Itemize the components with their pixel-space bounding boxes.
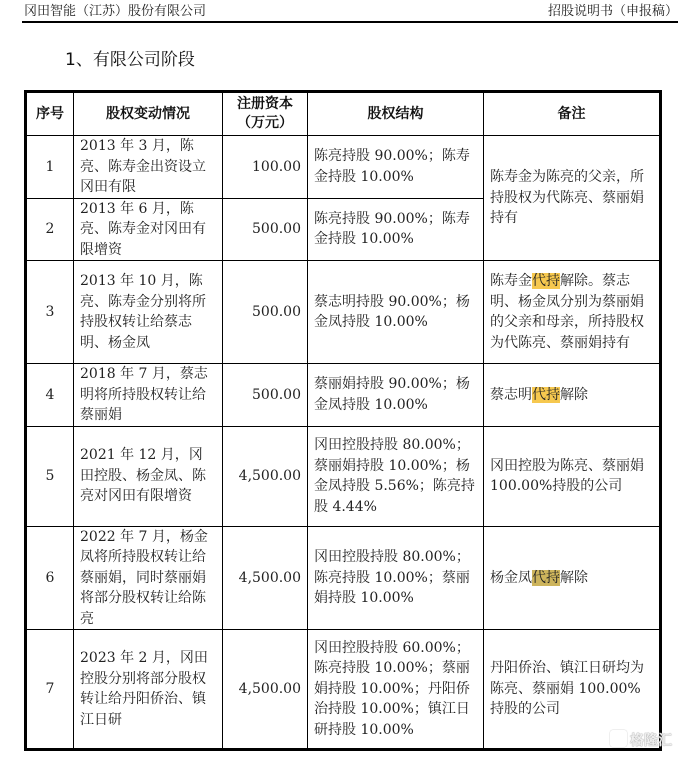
column-header-seq: 序号 xyxy=(26,92,74,136)
note-text: 杨金凤 xyxy=(490,569,532,586)
cell-note: 丹阳侨治、镇江日研均为陈亮、蔡丽娟 100.00%持股的公司 xyxy=(484,630,661,750)
search-highlight: 代持 xyxy=(532,273,560,289)
cell-capital: 4,500.00 xyxy=(223,526,308,630)
cell-change: 2018 年 7 月，蔡志明将所持股权转让给蔡丽娟 xyxy=(74,364,223,427)
note-text: 蔡志明 xyxy=(490,386,532,403)
search-highlight-current: 代持 xyxy=(532,569,560,586)
page-header xyxy=(22,2,678,23)
cell-change: 2013 年 6 月，陈亮、陈寿金对冈田有限增资 xyxy=(74,198,223,261)
cell-seq: 2 xyxy=(26,198,74,261)
note-text: 解除。蔡志明、杨金凤分别为蔡丽娟的父亲和母亲，所持股权为代陈亮、蔡丽娟持有 xyxy=(490,273,644,351)
cell-structure: 蔡丽娟持股 90.00%；杨金凤持股 10.00% xyxy=(308,364,484,427)
equity-history-table xyxy=(24,90,662,751)
note-text: 解除 xyxy=(560,569,588,586)
cell-seq: 1 xyxy=(26,136,74,199)
table-row xyxy=(26,136,661,199)
watermark xyxy=(610,730,672,750)
table-header-row xyxy=(26,92,661,136)
cell-structure: 蔡志明持股 90.00%；杨金凤持股 10.00% xyxy=(308,261,484,364)
cell-structure: 陈亮持股 90.00%；陈寿金持股 10.00% xyxy=(308,198,484,261)
cell-seq: 3 xyxy=(26,261,74,364)
table-row xyxy=(26,261,661,364)
cell-capital: 500.00 xyxy=(223,261,308,364)
cell-capital: 4,500.00 xyxy=(223,630,308,750)
cell-change: 2013 年 10 月，陈亮、陈寿金分别将所持股权转让给蔡志明、杨金凤 xyxy=(74,261,223,364)
company-name: 冈田智能（江苏）股份有限公司 xyxy=(24,4,207,19)
document-type: 招股说明书（申报稿） xyxy=(547,4,678,19)
cell-change: 2013 年 3 月，陈亮、陈寿金出资设立冈田有限 xyxy=(74,136,223,199)
cell-seq: 7 xyxy=(26,630,74,750)
note-text: 陈寿金 xyxy=(490,273,532,289)
column-header-structure: 股权结构 xyxy=(308,92,484,136)
cell-structure: 陈亮持股 90.00%；陈寿金持股 10.00% xyxy=(308,136,484,199)
cell-seq: 5 xyxy=(26,426,74,526)
capital-header-line1: 注册资本 xyxy=(237,96,293,112)
cell-change: 2021 年 12 月，冈田控股、杨金凤、陈亮对冈田有限增资 xyxy=(74,426,223,526)
cell-capital: 500.00 xyxy=(223,198,308,261)
cell-structure: 冈田控股持股 80.00%；陈亮持股 10.00%；蔡丽娟持股 10.00% xyxy=(308,526,484,630)
column-header-capital xyxy=(223,92,308,136)
cell-change: 2023 年 2 月，冈田控股分别将部分股权转让给丹阳侨治、镇江日研 xyxy=(74,630,223,750)
table-row xyxy=(26,364,661,427)
cell-capital: 100.00 xyxy=(223,136,308,199)
cell-seq: 6 xyxy=(26,526,74,630)
cell-structure: 冈田控股持股 80.00%；蔡丽娟持股 10.00%；杨金凤持股 5.56%；陈亮持股 4.44% xyxy=(308,426,484,526)
cell-structure: 冈田控股持股 60.00%；陈亮持股 10.00%；蔡丽娟持股 10.00%；丹阳侨治持股 10.00%；镇江日研持股 10.00% xyxy=(308,630,484,750)
cell-capital: 500.00 xyxy=(223,364,308,427)
cell-capital: 4,500.00 xyxy=(223,426,308,526)
table-row xyxy=(26,526,661,630)
capital-header-line2: （万元） xyxy=(237,115,293,131)
table-row xyxy=(26,630,661,750)
cell-note xyxy=(484,364,661,427)
cell-note: 冈田控股为陈亮、蔡丽娟 100.00%持股的公司 xyxy=(484,426,661,526)
cell-seq: 4 xyxy=(26,364,74,427)
cell-note xyxy=(484,261,661,364)
cell-change: 2022 年 7 月，杨金凤将所持股权转让给蔡丽娟，同时蔡丽娟将部分股权转让给陈亮 xyxy=(74,526,223,630)
search-highlight: 代持 xyxy=(532,386,560,403)
note-text: 解除 xyxy=(560,386,588,403)
cell-note: 陈寿金为陈亮的父亲，所持股权为代陈亮、蔡丽娟持有 xyxy=(484,136,661,261)
gelonghui-logo-icon xyxy=(610,730,627,747)
table-row xyxy=(26,426,661,526)
column-header-note: 备注 xyxy=(484,92,661,136)
watermark-text: 格隆汇 xyxy=(630,733,672,749)
cell-note xyxy=(484,526,661,630)
column-header-change: 股权变动情况 xyxy=(74,92,223,136)
section-title: 1、有限公司阶段 xyxy=(65,50,195,70)
